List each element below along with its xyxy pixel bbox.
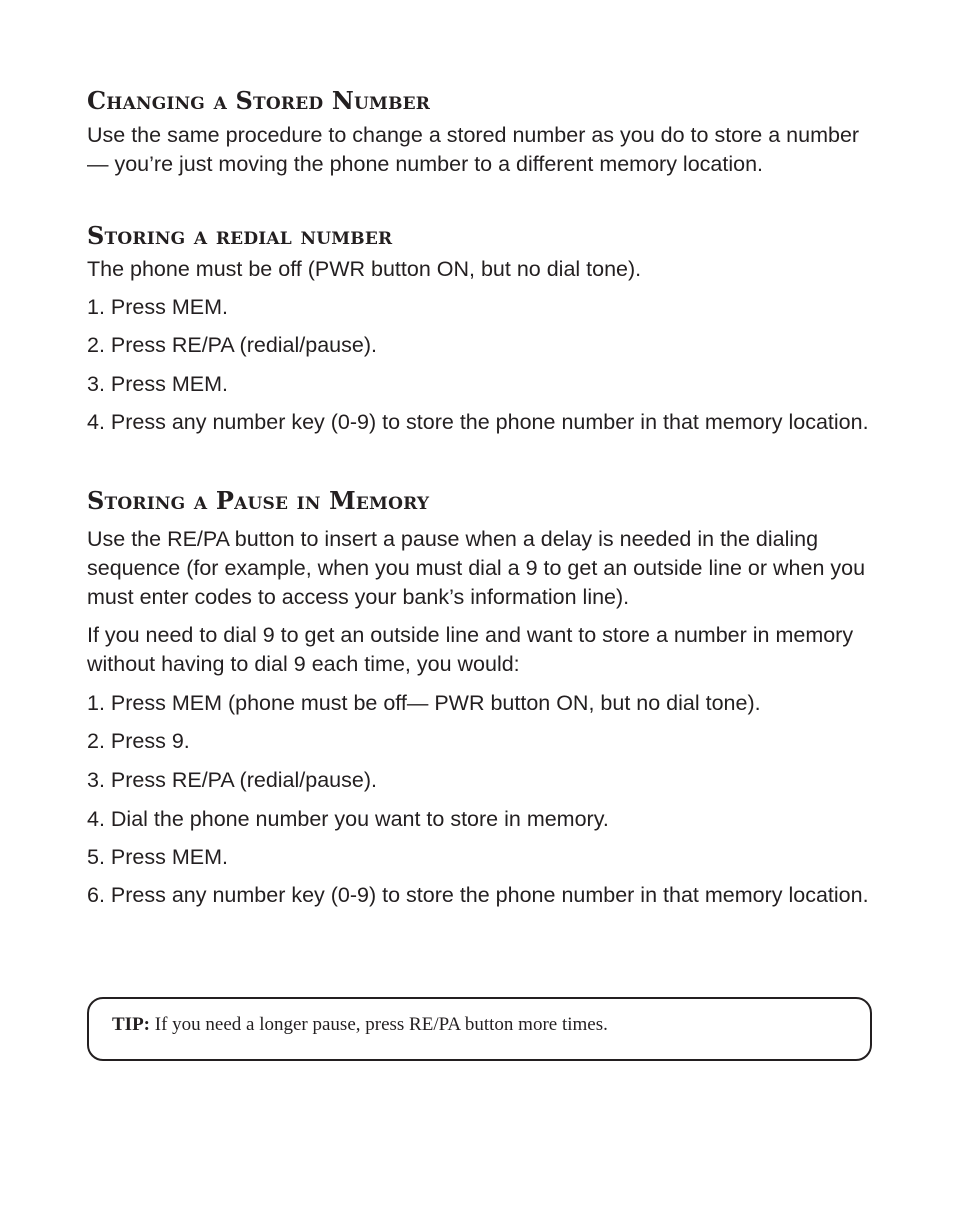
paragraph-outside-line: If you need to dial 9 to get an outside line and want to store a number in memory without having to dial 9 each time, you would: (87, 623, 854, 676)
tip-body: If you need a longer pause, press RE/PA button more times. (154, 1014, 608, 1035)
pause-step-5: 5. Press MEM. (87, 845, 228, 869)
redial-step-4: 4. Press any number key (0-9) to store the phone number in that memory location. (87, 410, 869, 434)
paragraph-change-procedure: Use the same procedure to change a stored number as you do to store a number— you’re just moving the phone number to a different memory location. (87, 123, 860, 176)
pause-step-2: 2. Press 9. (87, 729, 190, 753)
pause-step-1: 1. Press MEM (phone must be off— PWR button ON, but no dial tone). (87, 691, 761, 715)
section-heading-storing-pause: Storing a Pause in Memory (87, 486, 430, 515)
tip-label: TIP: (112, 1014, 150, 1035)
redial-step-3: 3. Press MEM. (87, 372, 228, 396)
pause-step-4: 4. Dial the phone number you want to store in memory. (87, 807, 609, 831)
pause-step-6: 6. Press any number key (0-9) to store the phone number in that memory location. (87, 883, 869, 907)
section-heading-storing-redial-number: Storing a redial number (87, 221, 393, 250)
redial-step-2: 2. Press RE/PA (redial/pause). (87, 333, 377, 357)
paragraph-pause-usage: Use the RE/PA button to insert a pause when a delay is needed in the dialing sequence (for example, when you must dial a 9 to get an outside line or when you must enter codes to access your bank’s information line). (87, 527, 866, 609)
tip-text (112, 1013, 608, 1037)
redial-step-1: 1. Press MEM. (87, 295, 228, 319)
tip-box (87, 997, 872, 1061)
paragraph-phone-must-be-off: The phone must be off (PWR button ON, but no dial tone). (87, 257, 642, 281)
section-heading-changing-stored-number: Changing a Stored Number (87, 86, 431, 115)
pause-step-3: 3. Press RE/PA (redial/pause). (87, 768, 377, 792)
